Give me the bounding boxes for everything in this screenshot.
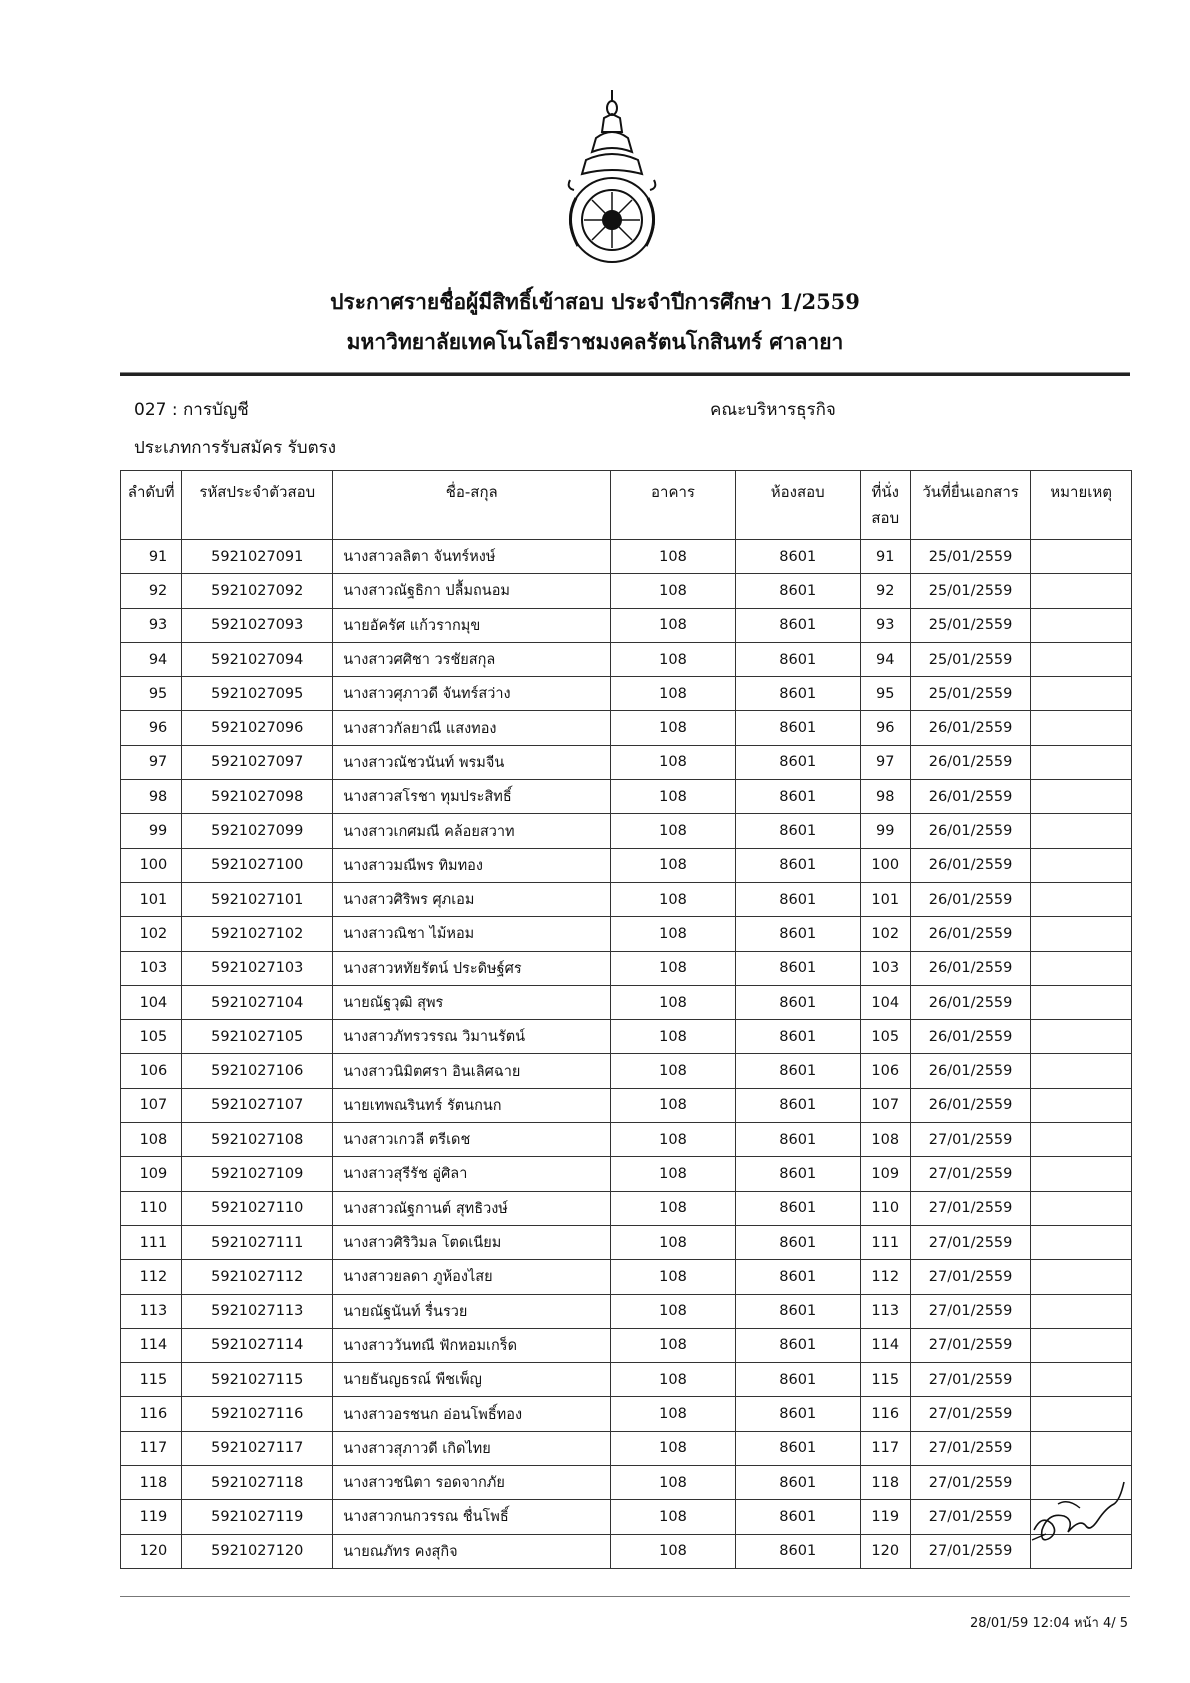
candidate-table xyxy=(120,470,1132,1569)
cell-order: 117 xyxy=(121,1431,182,1465)
cell-building: 108 xyxy=(611,917,736,951)
cell-submit-date: 26/01/2559 xyxy=(910,917,1030,951)
table-row xyxy=(121,1328,1132,1362)
cell-building: 108 xyxy=(611,985,736,1019)
cell-exam-id: 5921027120 xyxy=(182,1534,333,1568)
cell-exam-id: 5921027117 xyxy=(182,1431,333,1465)
cell-building: 108 xyxy=(611,848,736,882)
cell-seat: 114 xyxy=(860,1328,910,1362)
cell-submit-date: 27/01/2559 xyxy=(910,1191,1030,1225)
table-row xyxy=(121,540,1132,574)
cell-order: 95 xyxy=(121,677,182,711)
cell-exam-id: 5921027110 xyxy=(182,1191,333,1225)
table-row xyxy=(121,1225,1132,1259)
cell-submit-date: 27/01/2559 xyxy=(910,1260,1030,1294)
cell-exam-id: 5921027116 xyxy=(182,1397,333,1431)
cell-room: 8601 xyxy=(735,814,860,848)
table-row xyxy=(121,1294,1132,1328)
table-row xyxy=(121,917,1132,951)
cell-seat: 92 xyxy=(860,574,910,608)
cell-room: 8601 xyxy=(735,1431,860,1465)
cell-room: 8601 xyxy=(735,745,860,779)
cell-seat: 104 xyxy=(860,985,910,1019)
cell-name: นางสาวณัฐธิกา ปลื้มถนอม xyxy=(333,574,611,608)
cell-room: 8601 xyxy=(735,1294,860,1328)
cell-seat: 96 xyxy=(860,711,910,745)
cell-seat: 99 xyxy=(860,814,910,848)
cell-room: 8601 xyxy=(735,882,860,916)
cell-submit-date: 25/01/2559 xyxy=(910,642,1030,676)
cell-exam-id: 5921027091 xyxy=(182,540,333,574)
cell-room: 8601 xyxy=(735,608,860,642)
cell-exam-id: 5921027093 xyxy=(182,608,333,642)
cell-building: 108 xyxy=(611,882,736,916)
cell-remarks xyxy=(1031,642,1132,676)
table-row xyxy=(121,780,1132,814)
cell-seat: 118 xyxy=(860,1466,910,1500)
cell-building: 108 xyxy=(611,745,736,779)
cell-room: 8601 xyxy=(735,711,860,745)
cell-submit-date: 26/01/2559 xyxy=(910,985,1030,1019)
header-divider xyxy=(120,372,1130,376)
cell-order: 101 xyxy=(121,882,182,916)
cell-order: 118 xyxy=(121,1466,182,1500)
col-header-submit-date: วันที่ยื่นเอกสาร xyxy=(910,471,1030,540)
cell-exam-id: 5921027097 xyxy=(182,745,333,779)
cell-name: นางสาวสโรชา ทุมประสิทธิ์ xyxy=(333,780,611,814)
cell-remarks xyxy=(1031,1294,1132,1328)
cell-submit-date: 25/01/2559 xyxy=(910,540,1030,574)
cell-seat: 106 xyxy=(860,1054,910,1088)
table-row xyxy=(121,1157,1132,1191)
cell-exam-id: 5921027109 xyxy=(182,1157,333,1191)
cell-remarks xyxy=(1031,780,1132,814)
table-row xyxy=(121,1088,1132,1122)
cell-room: 8601 xyxy=(735,642,860,676)
cell-seat: 108 xyxy=(860,1123,910,1157)
table-row xyxy=(121,1431,1132,1465)
cell-seat: 97 xyxy=(860,745,910,779)
cell-order: 115 xyxy=(121,1363,182,1397)
cell-remarks xyxy=(1031,1363,1132,1397)
cell-name: นางสาวลลิตา จันทร์หงษ์ xyxy=(333,540,611,574)
cell-name: นางสาวเกศมณี คล้อยสวาท xyxy=(333,814,611,848)
cell-exam-id: 5921027104 xyxy=(182,985,333,1019)
cell-remarks xyxy=(1031,1123,1132,1157)
cell-submit-date: 27/01/2559 xyxy=(910,1123,1030,1157)
cell-room: 8601 xyxy=(735,677,860,711)
cell-name: นางสาววันทณี ฟักหอมเกร็ด xyxy=(333,1328,611,1362)
cell-order: 107 xyxy=(121,1088,182,1122)
cell-name: นางสาวศุภาวดี จันทร์สว่าง xyxy=(333,677,611,711)
table-row xyxy=(121,1123,1132,1157)
cell-remarks xyxy=(1031,848,1132,882)
cell-remarks xyxy=(1031,745,1132,779)
cell-submit-date: 26/01/2559 xyxy=(910,951,1030,985)
cell-seat: 102 xyxy=(860,917,910,951)
cell-order: 105 xyxy=(121,1020,182,1054)
cell-name: นายณัฐนันท์ รื่นรวย xyxy=(333,1294,611,1328)
cell-submit-date: 25/01/2559 xyxy=(910,677,1030,711)
cell-seat: 112 xyxy=(860,1260,910,1294)
table-row xyxy=(121,711,1132,745)
cell-order: 98 xyxy=(121,780,182,814)
cell-building: 108 xyxy=(611,1088,736,1122)
cell-building: 108 xyxy=(611,1191,736,1225)
table-row xyxy=(121,848,1132,882)
cell-seat: 113 xyxy=(860,1294,910,1328)
cell-name: นางสาวกนกวรรณ ชื่นโพธิ์ xyxy=(333,1500,611,1534)
cell-name: นายอัครัศ แก้วรากมุข xyxy=(333,608,611,642)
cell-building: 108 xyxy=(611,1328,736,1362)
cell-submit-date: 25/01/2559 xyxy=(910,608,1030,642)
faculty-label: คณะบริหารธุรกิจ xyxy=(710,400,836,420)
cell-exam-id: 5921027102 xyxy=(182,917,333,951)
cell-exam-id: 5921027114 xyxy=(182,1328,333,1362)
cell-order: 99 xyxy=(121,814,182,848)
cell-room: 8601 xyxy=(735,540,860,574)
cell-room: 8601 xyxy=(735,1466,860,1500)
cell-room: 8601 xyxy=(735,848,860,882)
cell-name: นางสาวภัทรวรรณ วิมานรัตน์ xyxy=(333,1020,611,1054)
cell-name: นางสาวณัฐกานต์ สุทธิวงษ์ xyxy=(333,1191,611,1225)
cell-seat: 101 xyxy=(860,882,910,916)
cell-room: 8601 xyxy=(735,951,860,985)
cell-seat: 120 xyxy=(860,1534,910,1568)
cell-order: 119 xyxy=(121,1500,182,1534)
cell-room: 8601 xyxy=(735,1500,860,1534)
cell-order: 114 xyxy=(121,1328,182,1362)
col-header-room: ห้องสอบ xyxy=(735,471,860,540)
cell-room: 8601 xyxy=(735,917,860,951)
table-row xyxy=(121,1500,1132,1534)
cell-remarks xyxy=(1031,711,1132,745)
cell-building: 108 xyxy=(611,608,736,642)
table-row xyxy=(121,1534,1132,1568)
cell-exam-id: 5921027111 xyxy=(182,1225,333,1259)
cell-submit-date: 26/01/2559 xyxy=(910,1088,1030,1122)
cell-submit-date: 27/01/2559 xyxy=(910,1397,1030,1431)
cell-building: 108 xyxy=(611,1260,736,1294)
cell-exam-id: 5921027096 xyxy=(182,711,333,745)
table-header-row xyxy=(121,471,1132,540)
cell-exam-id: 5921027112 xyxy=(182,1260,333,1294)
cell-seat: 117 xyxy=(860,1431,910,1465)
cell-seat: 115 xyxy=(860,1363,910,1397)
cell-remarks xyxy=(1031,608,1132,642)
table-row xyxy=(121,1020,1132,1054)
cell-name: นางสาวชนิตา รอดจากภัย xyxy=(333,1466,611,1500)
cell-submit-date: 27/01/2559 xyxy=(910,1157,1030,1191)
cell-exam-id: 5921027100 xyxy=(182,848,333,882)
cell-order: 96 xyxy=(121,711,182,745)
cell-remarks xyxy=(1031,917,1132,951)
cell-order: 109 xyxy=(121,1157,182,1191)
cell-order: 91 xyxy=(121,540,182,574)
cell-remarks xyxy=(1031,1054,1132,1088)
cell-remarks xyxy=(1031,1260,1132,1294)
cell-submit-date: 26/01/2559 xyxy=(910,780,1030,814)
table-row xyxy=(121,642,1132,676)
col-header-order: ลำดับที่ xyxy=(121,471,182,540)
cell-room: 8601 xyxy=(735,1363,860,1397)
cell-exam-id: 5921027103 xyxy=(182,951,333,985)
cell-exam-id: 5921027099 xyxy=(182,814,333,848)
cell-exam-id: 5921027119 xyxy=(182,1500,333,1534)
cell-submit-date: 26/01/2559 xyxy=(910,848,1030,882)
cell-name: นางสาวณิชา ไม้หอม xyxy=(333,917,611,951)
cell-building: 108 xyxy=(611,814,736,848)
cell-submit-date: 27/01/2559 xyxy=(910,1534,1030,1568)
cell-submit-date: 25/01/2559 xyxy=(910,574,1030,608)
col-header-name: ชื่อ-สกุล xyxy=(333,471,611,540)
cell-remarks xyxy=(1031,951,1132,985)
cell-building: 108 xyxy=(611,1397,736,1431)
cell-submit-date: 26/01/2559 xyxy=(910,882,1030,916)
cell-name: นางสาวอรชนก อ่อนโพธิ์ทอง xyxy=(333,1397,611,1431)
cell-submit-date: 27/01/2559 xyxy=(910,1328,1030,1362)
cell-remarks xyxy=(1031,882,1132,916)
cell-order: 113 xyxy=(121,1294,182,1328)
handwritten-signature xyxy=(1028,1474,1128,1554)
cell-submit-date: 27/01/2559 xyxy=(910,1363,1030,1397)
cell-building: 108 xyxy=(611,1294,736,1328)
cell-room: 8601 xyxy=(735,574,860,608)
cell-order: 104 xyxy=(121,985,182,1019)
cell-submit-date: 26/01/2559 xyxy=(910,1054,1030,1088)
col-header-remarks: หมายเหตุ xyxy=(1031,471,1132,540)
cell-name: นายณัฐวุฒิ สุพร xyxy=(333,985,611,1019)
cell-seat: 110 xyxy=(860,1191,910,1225)
cell-order: 116 xyxy=(121,1397,182,1431)
cell-remarks xyxy=(1031,1397,1132,1431)
cell-seat: 111 xyxy=(860,1225,910,1259)
cell-seat: 93 xyxy=(860,608,910,642)
university-seal-logo xyxy=(556,88,668,268)
cell-building: 108 xyxy=(611,1054,736,1088)
table-row xyxy=(121,1466,1132,1500)
table-row xyxy=(121,1191,1132,1225)
cell-room: 8601 xyxy=(735,1123,860,1157)
cell-name: นางสาวศศิชา วรชัยสกุล xyxy=(333,642,611,676)
cell-building: 108 xyxy=(611,711,736,745)
cell-building: 108 xyxy=(611,574,736,608)
cell-exam-id: 5921027107 xyxy=(182,1088,333,1122)
application-type-label: ประเภทการรับสมัคร รับตรง xyxy=(134,438,337,458)
cell-order: 112 xyxy=(121,1260,182,1294)
cell-order: 108 xyxy=(121,1123,182,1157)
col-header-building: อาคาร xyxy=(611,471,736,540)
cell-order: 106 xyxy=(121,1054,182,1088)
cell-name: นางสาวยลดา ภูห้องไสย xyxy=(333,1260,611,1294)
col-header-exam-id: รหัสประจำตัวสอบ xyxy=(182,471,333,540)
cell-building: 108 xyxy=(611,1431,736,1465)
cell-submit-date: 27/01/2559 xyxy=(910,1294,1030,1328)
program-label: 027 : การบัญชี xyxy=(134,400,249,420)
cell-building: 108 xyxy=(611,1466,736,1500)
cell-exam-id: 5921027106 xyxy=(182,1054,333,1088)
cell-building: 108 xyxy=(611,1363,736,1397)
col-header-seat: ที่นั่งสอบ xyxy=(860,471,910,540)
cell-order: 92 xyxy=(121,574,182,608)
cell-name: นางสาวเกวลี ตรีเดช xyxy=(333,1123,611,1157)
cell-exam-id: 5921027098 xyxy=(182,780,333,814)
cell-remarks xyxy=(1031,1191,1132,1225)
cell-building: 108 xyxy=(611,1123,736,1157)
table-body xyxy=(121,540,1132,1569)
cell-seat: 98 xyxy=(860,780,910,814)
cell-remarks xyxy=(1031,1088,1132,1122)
cell-exam-id: 5921027101 xyxy=(182,882,333,916)
table-row xyxy=(121,1397,1132,1431)
cell-room: 8601 xyxy=(735,1020,860,1054)
table-row xyxy=(121,574,1132,608)
print-timestamp-page-number: 28/01/59 12:04 หน้า 4/ 5 xyxy=(969,1616,1128,1631)
cell-exam-id: 5921027105 xyxy=(182,1020,333,1054)
table-row xyxy=(121,1260,1132,1294)
cell-remarks xyxy=(1031,540,1132,574)
cell-exam-id: 5921027108 xyxy=(182,1123,333,1157)
cell-building: 108 xyxy=(611,1157,736,1191)
cell-submit-date: 27/01/2559 xyxy=(910,1431,1030,1465)
cell-name: นายเทพณรินทร์ รัตนกนก xyxy=(333,1088,611,1122)
cell-submit-date: 27/01/2559 xyxy=(910,1500,1030,1534)
announcement-title: ประกาศรายชื่อผู้มีสิทธิ์เข้าสอบ ประจำปีการศึกษา 1/2559 xyxy=(330,289,860,314)
cell-order: 102 xyxy=(121,917,182,951)
cell-submit-date: 27/01/2559 xyxy=(910,1225,1030,1259)
cell-name: นายธันญธรณ์ พืชเพ็ญ xyxy=(333,1363,611,1397)
university-name: มหาวิทยาลัยเทคโนโลยีราชมงคลรัตนโกสินทร์ ศาลายา xyxy=(346,329,844,354)
cell-remarks xyxy=(1031,1328,1132,1362)
cell-remarks xyxy=(1031,1157,1132,1191)
cell-building: 108 xyxy=(611,1534,736,1568)
cell-exam-id: 5921027095 xyxy=(182,677,333,711)
cell-remarks xyxy=(1031,814,1132,848)
cell-room: 8601 xyxy=(735,1534,860,1568)
cell-submit-date: 26/01/2559 xyxy=(910,814,1030,848)
cell-exam-id: 5921027118 xyxy=(182,1466,333,1500)
cell-remarks xyxy=(1031,1225,1132,1259)
cell-seat: 109 xyxy=(860,1157,910,1191)
cell-order: 94 xyxy=(121,642,182,676)
cell-name: นางสาวสุภาวดี เกิดไทย xyxy=(333,1431,611,1465)
cell-exam-id: 5921027092 xyxy=(182,574,333,608)
cell-name: นางสาวศิริพร ศุภเอม xyxy=(333,882,611,916)
cell-name: นางสาวนิมิตศรา อินเลิศฉาย xyxy=(333,1054,611,1088)
cell-room: 8601 xyxy=(735,1328,860,1362)
cell-room: 8601 xyxy=(735,780,860,814)
cell-seat: 119 xyxy=(860,1500,910,1534)
cell-name: นางสาวกัลยาณี แสงทอง xyxy=(333,711,611,745)
cell-remarks xyxy=(1031,677,1132,711)
cell-name: นางสาวสุรีรัช อู่ศิลา xyxy=(333,1157,611,1191)
cell-submit-date: 26/01/2559 xyxy=(910,745,1030,779)
cell-name: นางสาวมณีพร ทิมทอง xyxy=(333,848,611,882)
cell-exam-id: 5921027094 xyxy=(182,642,333,676)
cell-name: นางสาวศิริวิมล โตดเนียม xyxy=(333,1225,611,1259)
cell-seat: 95 xyxy=(860,677,910,711)
cell-room: 8601 xyxy=(735,1260,860,1294)
footer-divider xyxy=(120,1596,1130,1597)
cell-seat: 107 xyxy=(860,1088,910,1122)
cell-building: 108 xyxy=(611,642,736,676)
cell-name: นางสาวหทัยรัตน์ ประดิษฐ์ศร xyxy=(333,951,611,985)
cell-order: 103 xyxy=(121,951,182,985)
table-row xyxy=(121,608,1132,642)
cell-order: 97 xyxy=(121,745,182,779)
cell-remarks xyxy=(1031,1020,1132,1054)
cell-submit-date: 26/01/2559 xyxy=(910,1020,1030,1054)
cell-building: 108 xyxy=(611,1225,736,1259)
table-row xyxy=(121,745,1132,779)
cell-submit-date: 27/01/2559 xyxy=(910,1466,1030,1500)
cell-order: 100 xyxy=(121,848,182,882)
cell-building: 108 xyxy=(611,677,736,711)
table-row xyxy=(121,985,1132,1019)
cell-order: 110 xyxy=(121,1191,182,1225)
cell-room: 8601 xyxy=(735,1397,860,1431)
table-row xyxy=(121,677,1132,711)
cell-seat: 100 xyxy=(860,848,910,882)
cell-name: นายณภัทร คงสุกิจ xyxy=(333,1534,611,1568)
cell-exam-id: 5921027113 xyxy=(182,1294,333,1328)
cell-order: 120 xyxy=(121,1534,182,1568)
cell-room: 8601 xyxy=(735,985,860,1019)
cell-seat: 103 xyxy=(860,951,910,985)
cell-room: 8601 xyxy=(735,1157,860,1191)
cell-remarks xyxy=(1031,1431,1132,1465)
cell-building: 108 xyxy=(611,951,736,985)
table-row xyxy=(121,882,1132,916)
cell-room: 8601 xyxy=(735,1191,860,1225)
cell-order: 93 xyxy=(121,608,182,642)
cell-building: 108 xyxy=(611,1500,736,1534)
cell-seat: 91 xyxy=(860,540,910,574)
cell-order: 111 xyxy=(121,1225,182,1259)
cell-remarks xyxy=(1031,985,1132,1019)
cell-remarks xyxy=(1031,574,1132,608)
cell-room: 8601 xyxy=(735,1225,860,1259)
table-row xyxy=(121,814,1132,848)
cell-seat: 105 xyxy=(860,1020,910,1054)
cell-room: 8601 xyxy=(735,1088,860,1122)
table-row xyxy=(121,951,1132,985)
table-row xyxy=(121,1054,1132,1088)
cell-building: 108 xyxy=(611,780,736,814)
cell-building: 108 xyxy=(611,540,736,574)
cell-seat: 116 xyxy=(860,1397,910,1431)
cell-exam-id: 5921027115 xyxy=(182,1363,333,1397)
cell-room: 8601 xyxy=(735,1054,860,1088)
cell-seat: 94 xyxy=(860,642,910,676)
cell-submit-date: 26/01/2559 xyxy=(910,711,1030,745)
cell-name: นางสาวณัชวนันท์ พรมจีน xyxy=(333,745,611,779)
table-row xyxy=(121,1363,1132,1397)
cell-building: 108 xyxy=(611,1020,736,1054)
